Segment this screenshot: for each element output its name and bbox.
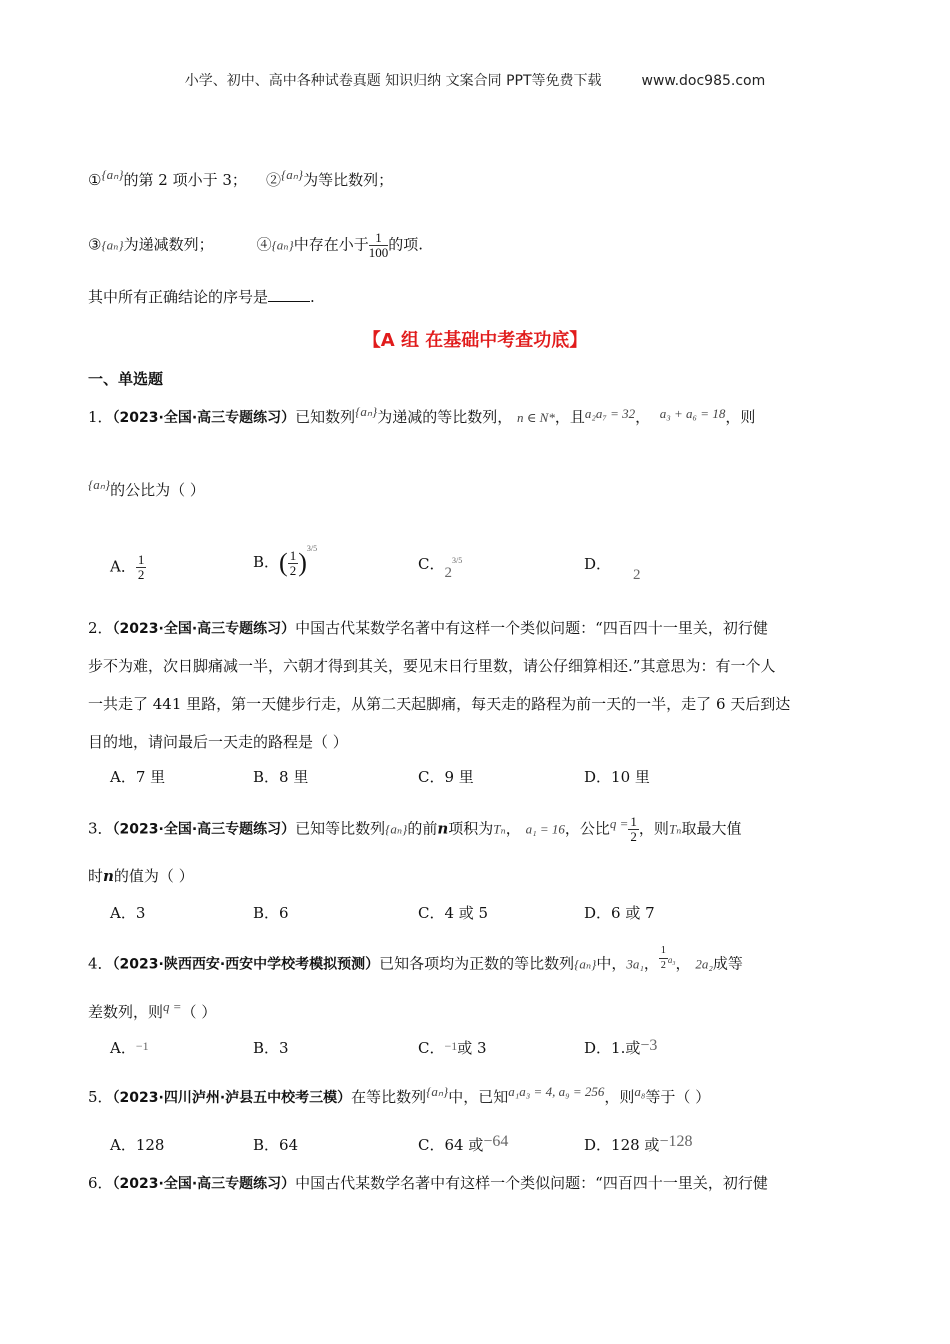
q2-option-b[interactable]: B．8 里	[253, 768, 309, 786]
q3-source: （2023·全国·高三专题练习）	[112, 821, 296, 838]
sequence-symbol: {aₙ}	[88, 477, 111, 492]
question-prompt	[88, 285, 890, 309]
q4-text: 已知各项均为正数的等比数列	[379, 954, 575, 973]
option-label: C．	[418, 1039, 445, 1057]
q1-text: ，且	[554, 408, 585, 426]
question-3-line-1	[88, 815, 890, 844]
fraction: $\frac{1}{2}$	[660, 945, 666, 971]
q4-option-a[interactable]	[110, 1037, 149, 1058]
q4-math-1: 3a₁	[626, 956, 644, 972]
option-label: A．	[110, 557, 136, 576]
value: −3	[640, 1037, 658, 1054]
q1-math-2: a₂a₇ = 32	[584, 406, 636, 421]
statement-4-end: 的项.	[388, 235, 424, 254]
q4-text: 中，	[596, 954, 627, 973]
q3-math-1: Tₙ	[493, 821, 506, 837]
q5-math-1: a₁a₃ = 4, a₉ = 256	[508, 1084, 605, 1099]
q3-math-2: a₁ = 16	[525, 821, 565, 837]
q3-text: ，	[505, 819, 521, 838]
question-2-line-3: 一共走了 441 里路，第一天健步行走，从第二天起脚痛，每天走的路程为前一天的一半，走了 6 天后到达	[88, 695, 791, 713]
q3-text: 已知等比数列	[295, 819, 386, 838]
q3-text: 取最大值	[681, 819, 742, 838]
q4-math-3: 2a₂	[695, 956, 713, 972]
page-header	[0, 70, 950, 90]
q5-option-b[interactable]: B．64	[253, 1136, 299, 1154]
q2-option-d[interactable]: D．10 里	[584, 768, 650, 786]
exponent: 3/5	[451, 556, 463, 565]
question-4-line-1	[88, 945, 890, 979]
q4-option-d[interactable]	[584, 1037, 657, 1058]
option-label: B．	[253, 553, 280, 571]
statement-2: 为等比数列；	[303, 171, 394, 189]
sequence-symbol: {aₙ}	[385, 821, 408, 837]
question-2-line-4: 目的地，请问最后一天走的路程是（ ）	[88, 733, 348, 751]
q4-source: （2023·陕西西安·西安中学校考模拟预测）	[112, 956, 380, 973]
q1-text: 的公比为（ ）	[110, 481, 205, 499]
option-label: D．128 或	[584, 1136, 660, 1154]
question-6-line-1	[88, 1171, 890, 1196]
q4-option-c[interactable]	[418, 1037, 487, 1058]
question-2-line-1	[88, 616, 890, 641]
sequence-symbol: {aₙ}	[426, 1084, 449, 1099]
q3-number: 3．	[88, 819, 113, 838]
fraction: $\frac{1}{100}$	[368, 230, 389, 260]
statement-row-2	[88, 231, 890, 260]
q5-text: ，则	[604, 1088, 635, 1106]
q2-option-c[interactable]: C．9 里	[418, 768, 474, 786]
q4-math-2: a₃	[667, 954, 676, 965]
q3-text: ，公比	[564, 819, 610, 838]
q5-text: 在等比数列	[351, 1088, 427, 1106]
q4-text: ，	[643, 954, 659, 973]
value: −64	[483, 1133, 509, 1150]
circle-2: ②	[266, 171, 282, 189]
q6-number: 6．	[88, 1174, 113, 1192]
q4-math-4: q =	[163, 999, 182, 1014]
question-3-line-2	[88, 864, 890, 888]
sequence-symbol: {aₙ}	[574, 956, 597, 972]
q3-text: 的前	[407, 819, 438, 838]
q6-text: 中国古代某数学名著中有这样一个类似问题：“四百四十一里关，初行健	[295, 1174, 768, 1192]
header-text: 小学、初中、高中各种试卷真题 知识归纳 文案合同 PPT等免费下载	[184, 73, 602, 89]
q2-source: （2023·全国·高三专题练习）	[112, 621, 296, 637]
q5-math-2: a₈	[634, 1084, 646, 1099]
answer-blank[interactable]	[268, 285, 310, 302]
q1-number: 1．	[88, 408, 113, 426]
sequence-symbol: {aₙ}	[101, 167, 124, 182]
sequence-symbol: {aₙ}	[101, 237, 124, 253]
q3-math-4: Tₙ	[668, 821, 682, 837]
question-4-line-2	[88, 1000, 890, 1025]
fraction: $\frac{1}{2}$	[630, 814, 637, 844]
q1-text: 为递减的等比数列，	[377, 408, 513, 426]
sequence-symbol: {aₙ}	[271, 237, 294, 253]
q1-text: ，则	[725, 408, 756, 426]
exponent: 3/5	[306, 544, 318, 553]
statement-4: 中存在小于	[293, 235, 369, 254]
q1-source: （2023·全国·高三专题练习）	[112, 410, 296, 426]
q5-source: （2023·四川泸州·泸县五中校考三模）	[112, 1090, 352, 1106]
question-5-line-1	[88, 1085, 890, 1110]
option-label: C．	[418, 555, 445, 573]
q5-option-d[interactable]	[584, 1134, 692, 1155]
option-label: C．64 或	[418, 1136, 484, 1154]
q3-text: 项积为	[448, 819, 494, 838]
q2-option-a[interactable]: A．7 里	[110, 768, 166, 786]
q4-text: ，	[675, 954, 691, 973]
q1-math-1: n ∈ N*	[517, 410, 555, 425]
section-title: 【A 组 在基础中考查功底】	[362, 330, 588, 351]
sequence-symbol: {aₙ}	[355, 404, 378, 419]
q5-text: 中，已知	[448, 1088, 509, 1106]
q3-text: 时	[88, 867, 104, 885]
q3-option-b[interactable]: B．6	[253, 904, 289, 922]
option-label: A．	[110, 1039, 136, 1057]
variable-n: n	[103, 867, 114, 885]
statement-3: 为递减数列；	[123, 235, 214, 254]
q4-number: 4．	[88, 954, 113, 973]
fraction: $\frac{1}{2}$	[289, 547, 297, 578]
sequence-symbol: {aₙ}	[281, 167, 304, 182]
q5-option-a[interactable]: A．128	[110, 1136, 165, 1154]
q2-number: 2．	[88, 619, 113, 637]
question-1-line-2	[88, 478, 890, 503]
fraction: $\frac{1}{2}$	[137, 552, 145, 582]
q3-option-a[interactable]: A．3	[110, 904, 146, 922]
value: −1	[444, 1039, 458, 1053]
q5-option-c[interactable]	[418, 1134, 508, 1155]
prompt-end: .	[310, 288, 315, 306]
base: 2	[444, 565, 452, 581]
q2-text: 中国古代某数学名著中有这样一个类似问题：“四百四十一里关，初行健	[295, 619, 768, 637]
q3-math-3: q =	[609, 815, 629, 831]
circle-1: ①	[88, 171, 102, 189]
circle-4: ④	[256, 235, 272, 254]
q4-text: 差数列，则	[88, 1003, 164, 1021]
q4-text: （ ）	[181, 1003, 217, 1021]
q4-option-b[interactable]: B．3	[253, 1039, 289, 1057]
value: −128	[659, 1133, 693, 1150]
q6-source: （2023·全国·高三专题练习）	[112, 1176, 296, 1192]
q3-option-d[interactable]: D．6 或 7	[584, 904, 655, 922]
statement-row-1	[88, 168, 890, 193]
circle-3: ③	[88, 235, 102, 254]
option-text: 或 3	[457, 1039, 487, 1057]
q1-text: 已知数列	[295, 408, 356, 426]
q5-number: 5．	[88, 1088, 113, 1106]
option-label: D．1.或	[584, 1039, 641, 1057]
q3-text: 的值为（ ）	[113, 867, 194, 885]
q1-option-d[interactable]	[584, 553, 641, 583]
header-site[interactable]: www.doc985.com	[641, 73, 766, 89]
question-1-line-1	[88, 405, 890, 430]
variable-n: n	[437, 819, 449, 838]
q1-text: ，	[635, 408, 651, 426]
q1-option-b[interactable]: B．( $\frac{1}{2}$ )$^{3/5}$	[253, 544, 318, 578]
option-label: D．	[584, 555, 612, 573]
section-subtitle: 一、单选题	[88, 370, 164, 388]
q1-math-3: a₃ + a₆ = 18	[659, 406, 726, 421]
value: −1	[135, 1039, 149, 1053]
q3-option-c[interactable]: C．4 或 5	[418, 904, 489, 922]
q3-text: ，则	[638, 819, 669, 838]
statement-1: 的第 2 项小于 3；	[123, 171, 247, 189]
q5-text: 等于（ ）	[645, 1088, 711, 1106]
q4-text: 成等	[712, 954, 743, 973]
q1-option-a[interactable]	[110, 553, 146, 582]
value: 2	[633, 567, 641, 583]
q1-option-c[interactable]	[418, 553, 463, 581]
question-2-line-2: 步不为难，次日脚痛减一半，六朝才得到其关，要见末日行里数，请公仔细算相还.”其意思为：有一个人	[88, 657, 776, 675]
prompt-text: 其中所有正确结论的序号是	[88, 288, 269, 306]
